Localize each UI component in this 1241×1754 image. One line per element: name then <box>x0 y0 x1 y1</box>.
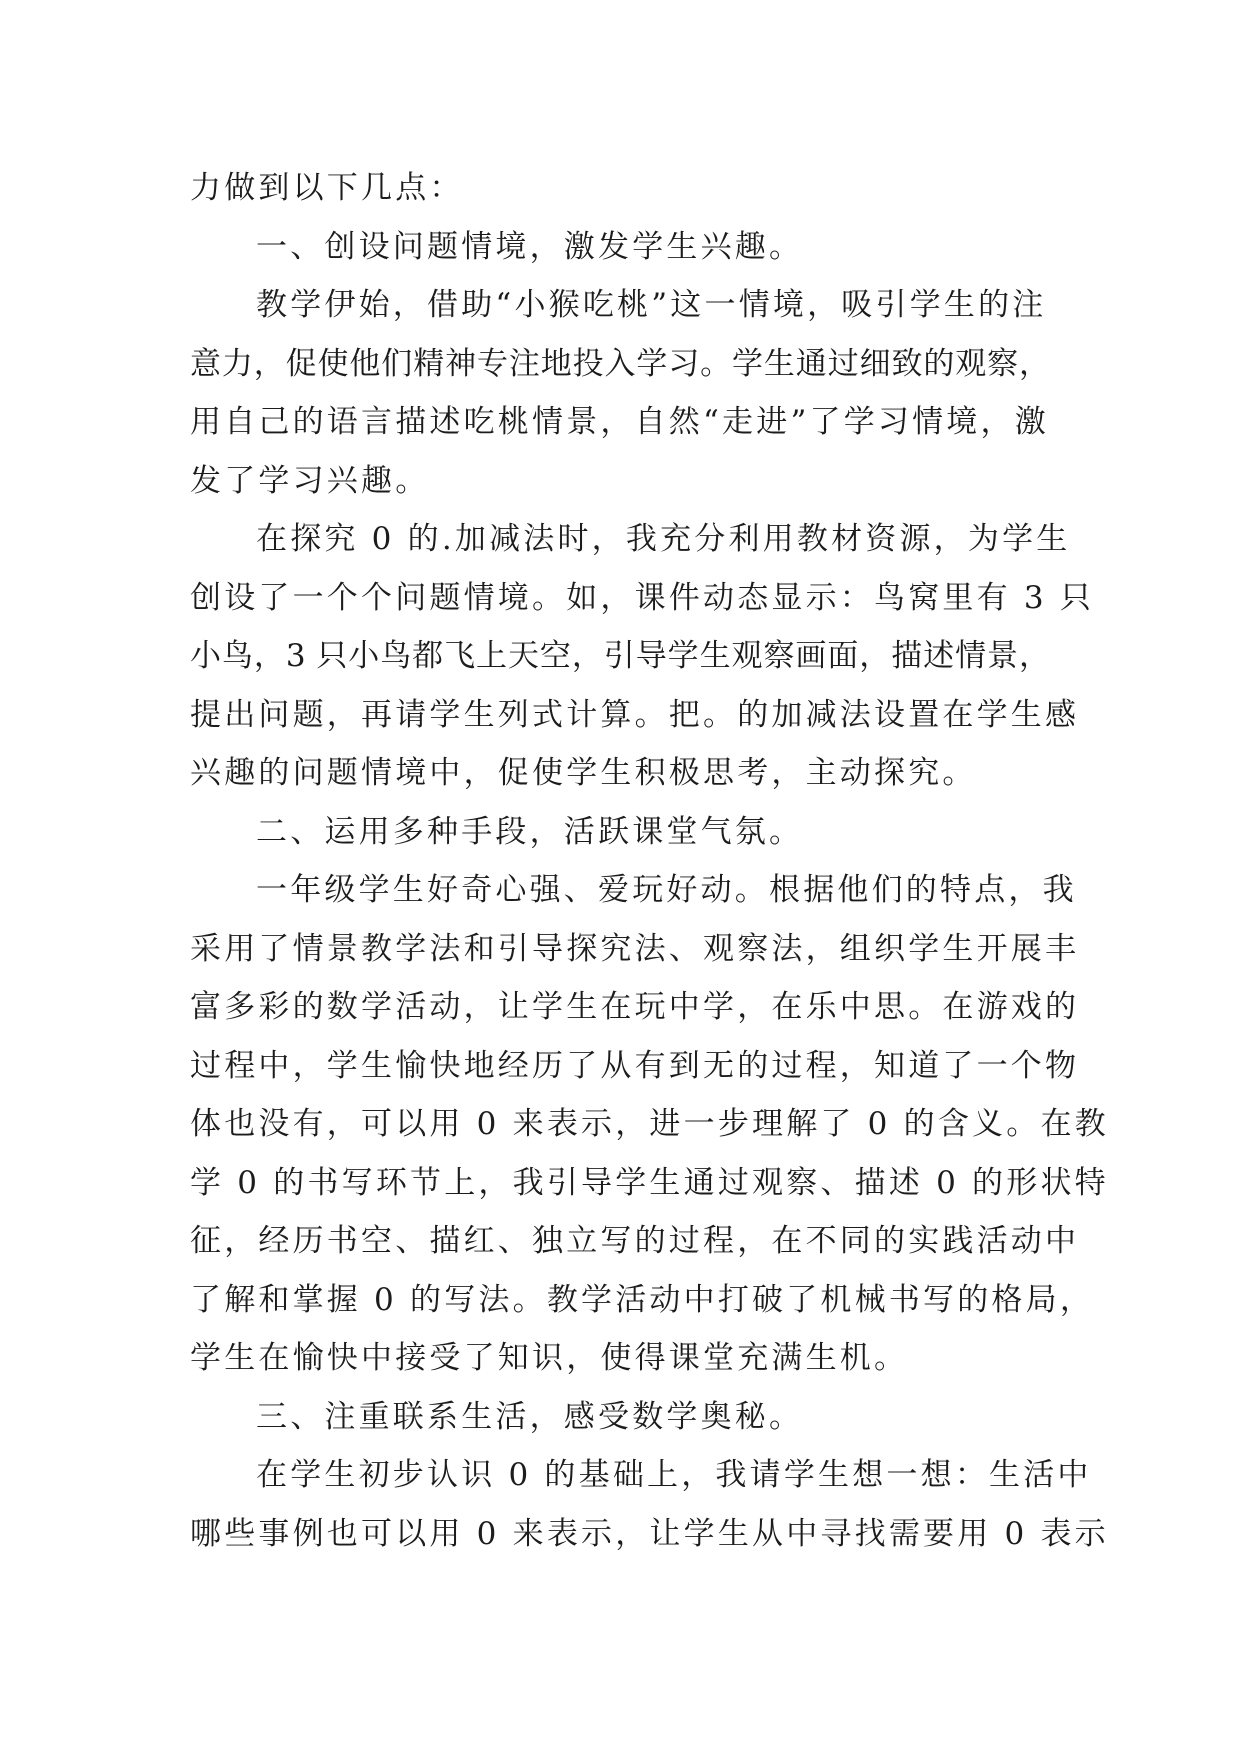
text-line: 发了学习兴趣。 <box>190 462 430 499</box>
text-line: 提出问题，再请学生列式计算。把。的加减法设置在学生感 <box>190 696 1080 733</box>
text-line: 学 0 的书写环节上，我引导学生通过观察、描述 0 的形状特 <box>190 1164 1109 1201</box>
text-line: 力做到以下几点： <box>190 170 464 206</box>
section-heading: 三、注重联系生活，感受数学奥秘。 <box>256 1398 804 1435</box>
text-line: 采用了情景教学法和引导探究法、观察法，组织学生开展丰 <box>190 930 1080 967</box>
text-line: 一年级学生好奇心强、爱玩好动。根据他们的特点，我 <box>256 872 1077 908</box>
section-heading: 二、运用多种手段，活跃课堂气氛。 <box>256 813 804 850</box>
text-line: 创设了一个个问题情境。如，课件动态显示：鸟窝里有 3 只 <box>190 579 1095 616</box>
text-line: 意力，促使他们精神专注地投入学习。学生通过细致的观察， <box>190 345 1050 382</box>
text-line: 教学伊始，借助“小猴吃桃”这一情境，吸引学生的注 <box>256 287 1047 323</box>
text-line: 富多彩的数学活动，让学生在玩中学，在乐中思。在游戏的 <box>190 989 1080 1025</box>
text-line: 学生在愉快中接受了知识，使得课堂充满生机。 <box>190 1340 909 1376</box>
text-line: 了解和掌握 0 的写法。教学活动中打破了机械书写的格局， <box>190 1281 1095 1318</box>
text-line: 体也没有，可以用 0 来表示，进一步理解了 0 的含义。在教 <box>190 1106 1109 1142</box>
text-line: 在学生初步认识 0 的基础上，我请学生想一想：生活中 <box>256 1457 1092 1493</box>
text-line: 在探究 0 的.加减法时，我充分利用教材资源，为学生 <box>256 521 1071 557</box>
text-line: 用自己的语言描述吃桃情景，自然“走进”了学习情境，激 <box>190 404 1049 440</box>
body-text <box>190 159 1109 1563</box>
text-line: 哪些事例也可以用 0 来表示，让学生从中寻找需要用 0 表示 <box>190 1515 1109 1552</box>
text-line: 兴趣的问题情境中，促使学生积极思考，主动探究。 <box>190 755 977 791</box>
text-line: 征，经历书空、描红、独立写的过程，在不同的实践活动中 <box>190 1223 1080 1259</box>
text-line: 小鸟，3 只小鸟都飞上天空，引导学生观察画面，描述情景， <box>190 638 1050 674</box>
section-heading: 一、创设问题情境，激发学生兴趣。 <box>256 228 804 265</box>
text-line: 过程中，学生愉快地经历了从有到无的过程，知道了一个物 <box>190 1047 1080 1084</box>
